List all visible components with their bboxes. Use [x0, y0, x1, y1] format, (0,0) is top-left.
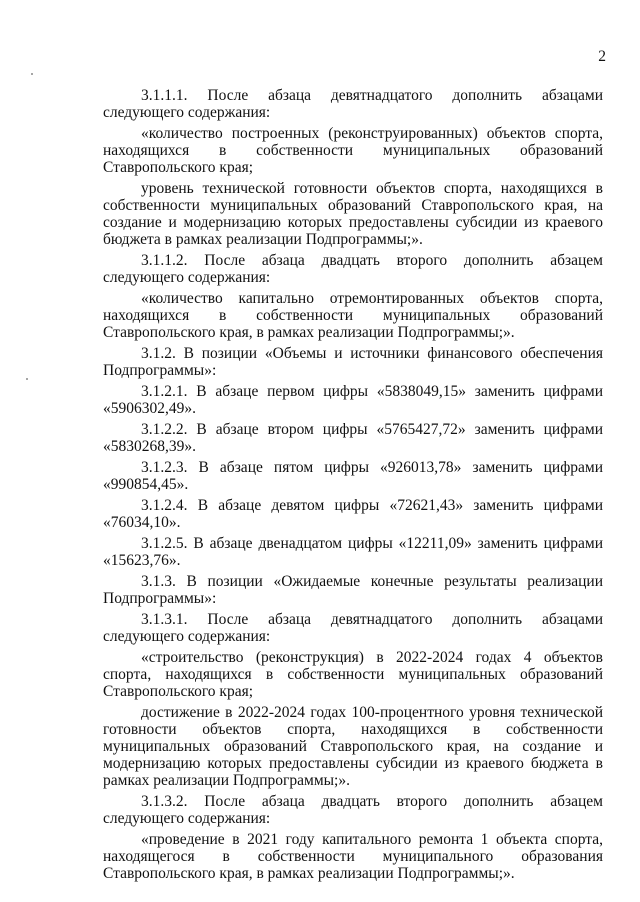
paragraph: «количество капитально отремонтированных объектов спорта, находящихся в собственности муниципальных образований Ставропольского края, в рамках реализации Подпрограммы;». — [103, 290, 603, 341]
paragraph: 3.1.3. В позиции «Ожидаемые конечные результаты реализации Подпрограммы»: — [103, 573, 603, 607]
paragraph: 3.1.2.4. В абзаце девятом цифры «72621,43» заменить цифрами «76034,10». — [103, 497, 603, 531]
paragraph: 3.1.1.2. После абзаца двадцать второго дополнить абзацем следующего содержания: — [103, 252, 603, 286]
paragraph: «строительство (реконструкция) в 2022-2024 годах 4 объектов спорта, находящихся в собственности муниципальных образований Ставропольского края; — [103, 649, 603, 700]
paragraph: «проведение в 2021 году капитального ремонта 1 объекта спорта, находящегося в собственности муниципального образования Ставропольского края, в рамках реализации Подпрограммы;». — [103, 831, 603, 882]
paragraph: 3.1.2.2. В абзаце втором цифры «5765427,72» заменить цифрами «5830268,39». — [103, 421, 603, 455]
paragraph: 3.1.1.1. После абзаца девятнадцатого дополнить абзацами следующего содержания: — [103, 87, 603, 121]
scan-speck — [31, 73, 33, 75]
scan-speck — [26, 378, 28, 380]
paragraph: уровень технической готовности объектов спорта, находящихся в собственности муниципальных образований Ставропольского края, на создание и модернизацию которых предоставлены субсидии из краевого бюджета в рамках реализации Подпрограммы;». — [103, 180, 603, 248]
paragraph: 3.1.2.5. В абзаце двенадцатом цифры «12211,09» заменить цифрами «15623,76». — [103, 535, 603, 569]
paragraph: 3.1.2.1. В абзаце первом цифры «5838049,15» заменить цифрами «5906302,49». — [103, 383, 603, 417]
paragraph: 3.1.3.1. После абзаца девятнадцатого дополнить абзацами следующего содержания: — [103, 611, 603, 645]
paragraph: 3.1.2. В позиции «Объемы и источники финансового обеспечения Подпрограммы»: — [103, 345, 603, 379]
paragraph: «количество построенных (реконструированных) объектов спорта, находящихся в собственности муниципальных образований Ставропольского края; — [103, 125, 603, 176]
paragraph: 3.1.3.2. После абзаца двадцать второго дополнить абзацем следующего содержания: — [103, 793, 603, 827]
document-body — [103, 87, 603, 886]
page-number: 2 — [598, 48, 606, 65]
paragraph: 3.1.2.3. В абзаце пятом цифры «926013,78» заменить цифрами «990854,45». — [103, 459, 603, 493]
paragraph: достижение в 2022-2024 годах 100-процентного уровня технической готовности объектов спорта, находящихся в собственности муниципальных образований Ставропольского края, на создание и модернизацию которых предоставлены субсидии из краевого бюджета в рамках реализации Подпрограммы;». — [103, 704, 603, 789]
